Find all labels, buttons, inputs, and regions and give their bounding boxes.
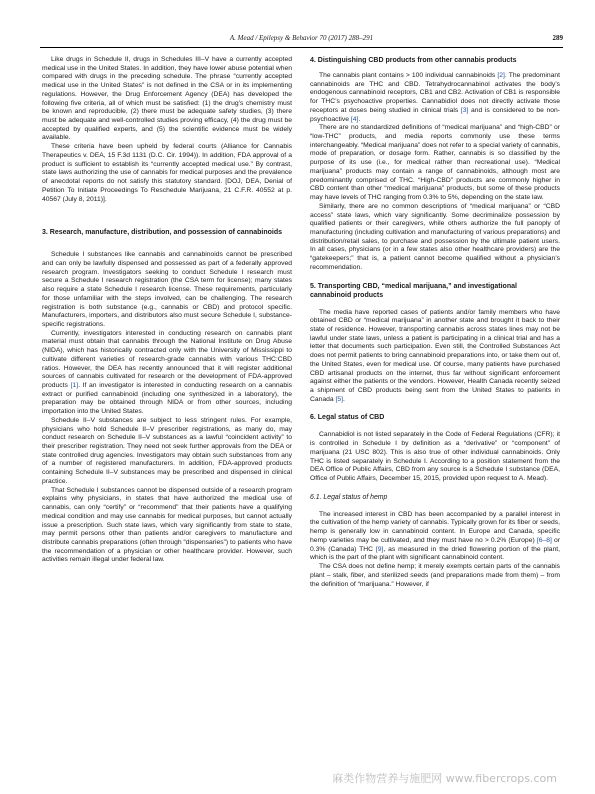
section-heading-4: 4. Distinguishing CBD products from other cannabis products <box>310 57 517 64</box>
citation-link[interactable]: [2] <box>497 72 505 79</box>
section-heading-5: 5. Transporting CBD, “medical marijuana,” and investigational cannabinoid products <box>310 282 517 299</box>
paragraph: Like drugs in Schedule II, drugs in Schedules III–V have a currently accepted medical use in the United States. In addition, they have lower abuse potential when compared with drugs in the preceding schedule. The phrase “currently accepted medical use in the United States” is not defined in the CSA or in its implementing regulations. However, the Drug Enforcement Agency (DEA) has developed the following five criteria, all of which must be satisfied: (1) the drug’s chemistry must be known and reproducible, (2) there must be adequate safety studies, (3) there must be adequate and well-controlled studies proving efficacy, (4) the drug must be accepted by qualified experts, and (5) the scientific evidence must be widely available. <box>42 56 292 142</box>
section-heading-3: 3. Research, manufacture, distribution, and possession of cannabinoids <box>42 229 282 237</box>
left-column <box>42 56 292 565</box>
paragraph: These criteria have been upheld by federal courts (Alliance for Cannabis Therapeutics v. DEA, 15 F.3d 1131 (D.C. Cir. 1994)). In addition, FDA approval of a product is sufficient to establish its “currently accepted medical use.” By contrast, state laws authorizing the use of cannabis for medical purposes and the prevalence of anecdotal reports do not satisfy this statutory standard. [DOJ, DEA, Denial of Petition To Initiate Proceedings To Reschedule Marijuana, 21 C.F.R. 40552 at p. 40567 (July 8, 2011)]. <box>42 143 292 203</box>
subsection-heading-6-1: 6.1. Legal status of hemp <box>310 493 388 501</box>
citation-link[interactable]: [1] <box>70 382 79 389</box>
paragraph: Currently, investigators interested in conducting research on cannabis plant material must obtain that cannabis through the National Institute on Drug Abuse (NIDA), which has historically contracted only with the University of Mississippi to cultivate different varieties of research-grade cannabis with various THC:CBD ratios. However, the DEA has recently announced that it will register additional sources of cannabis cultivated for research or the development of FDA-approved products [1]. If an investigator is interested in conducting research on a cannabis extract or purified cannabinoid (including one synthesized in a laboratory), the preparation may be obtained through NIDA or from other sources, including importation into the United States. <box>42 329 293 416</box>
running-title: A. Mead / Epilepsy & Behavior 70 (2017) 288–291 <box>229 34 374 42</box>
citation-link[interactable]: [4] <box>350 115 359 123</box>
paragraph: Similarly, there are no common descriptions of “medical marijuana” or “CBD access” state laws, which vary significantly. Some decriminalize possession by qualified patients or their caregivers, while others authorize the full panoply of manufacturing (including cultivation and manufacturing of various preparations) and distribution/retail sales, to purchase and possession by the ultimate patient users. In all cases, physicians (or in a few states also other healthcare providers) are the “gatekeepers;” that is, a patient cannot become qualified without a physician’s recommendation. <box>310 202 560 271</box>
right-column <box>310 56 560 589</box>
citation-link[interactable]: [9] <box>375 545 384 553</box>
paragraph: The cannabis plant contains > 100 individual cannabinoids [2]. The predominant cannabinoids are THC and CBD. Tetrahydrocannabinol activates the body’s endogenous cannabinoid receptors, CB1 and CB2. Activation of CB1 is responsible for THC’s psychoactive properties. Cannabidiol does not directly activate those receptors at doses being studied in clinical trials [3] and is considered to be non-psychoactive [4]. <box>310 72 561 123</box>
citation-link[interactable]: [6–8] <box>536 536 552 544</box>
paragraph: The media have reported cases of patients and/or family members who have obtained CBD or “medical marijuana” in another state and brought it back to their state of residence. However, transporting cannabis across states lines may not be lawful under state laws, unless a patient is participating in a clinical trial and has a letter that documents such participation. Even still, the Controlled Substances Act does not permit patients to bring cannabinoid preparations into, or take them out of, the United States, even for medical use. Of course, many patients have purchased CBD artisanal products on the internet, thus far without significant enforcement against either the patients or the vendors. However, Health Canada recently seized a shipment of CBD products being sent from the United States to patients in Canada [5]. <box>310 308 560 403</box>
paragraph: Schedule I substances like cannabis and cannabinoids cannot be prescribed and can only be lawfully dispensed and possessed as part of a federally approved research program. Investigators seeking to conduct Schedule I research must secure a Schedule I research registration (the CSA term for license); many states also require a state Schedule I research license. These requirements, particularly for those unfamiliar with the steps involved, can be challenging. The research registration is both substance (e.g., cannabis or CBD) and protocol specific. Manufacturers, importers, and distributors also must secure Schedule I, substance-specific registrations. <box>42 251 292 328</box>
paragraph: Schedule II–V substances are subject to less stringent rules. For example, physicians who hold Schedule II–V prescriber registrations, as many do, may conduct research on Schedule II–V substances as a lawful “coincident activity” to their prescriber registration. They need not seek further approvals from the DEA or state controlled drug agencies. Investigators may obtain such substances from any of a number of registered manufacturers. In addition, FDA-approved products containing Schedule II–V substances may be prescribed and dispensed in clinical practice. <box>42 416 292 485</box>
paragraph: Cannabidiol is not listed separately in the Code of Federal Regulations (CFR); it is controlled in Schedule I by definition as a “derivative” or “component” of marijuana (21 USC 802). This is also true of other individual cannabinoids. Only THC is listed separately in Schedule I. According to a position statement from the DEA Office of Public Affairs, CBD from any source is a Schedule I substance (DEA, Office of Public Affairs, December 15, 2015, provided upon request to A. Mead). <box>310 431 560 483</box>
citation-link[interactable]: [3] <box>460 106 469 114</box>
paragraph: The CSA does not define hemp; it merely exempts certain parts of the cannabis plant – stalk, fiber, and sterilized seeds (and preparations made from them) – from the definition of “marijuana.” However, if <box>310 563 560 588</box>
section-heading-6: 6. Legal status of CBD <box>310 414 385 422</box>
paragraph: There are no standardized definitions of “medical marijuana” and “high-CBD” or “low-THC” products, and media reports commonly use these terms interchangeably. “Medical marijuana” does not refer to a special variety of cannabis, mode of preparation, or dosage form. Rather, cannabis is so classified by the purpose of its use (i.e., for medical rather than recreational use). “Medical marijuana” products may contain a range of cannabinoids, although most are predominantly comprised of THC. “High-CBD” products are commonly higher in CBD content than other “medical marijuana” products, but some of these products may have levels of THC ranging from 0.3% to 5%, depending on the state law. <box>310 124 560 202</box>
citation-link[interactable]: [5] <box>335 395 344 403</box>
paragraph: The increased interest in CBD has been accompanied by a parallel interest in the cultivation of the hemp variety of cannabis. Typically grown for its fiber or seeds, hemp is generally low in cannabinoid content. In Europe and Canada, specific hemp varieties may be cultivated, and they must have no > 0.2% (Europe) [6–8] or 0.3% (Canada) THC [9], as measured in the dried flowering portion of the plant, which is the part of the plant with significant cannabinoid content. <box>310 510 560 562</box>
paragraph: That Schedule I substances cannot be dispensed outside of a research program explains why physicians, in states that have authorized the medical use of cannabis, can only “certify” or “recommend” that their patients have a qualifying medical condition and may use cannabis for medical purposes, but cannot actually issue a prescription. Such state laws, which vary significantly from state to state, may permit persons other than patients and/or caregivers to manufacture and distribute cannabis preparations (often through “dispensaries”) to patients who have the recommendation of a physician or other healthcare provider. However, such activities remain illegal under federal law. <box>42 486 292 564</box>
running-header <box>40 34 563 46</box>
watermark: 麻类作物营养与施肥网 www.fibercrops.com <box>332 772 557 785</box>
page-number: 289 <box>552 34 563 42</box>
header-rule <box>40 47 563 48</box>
